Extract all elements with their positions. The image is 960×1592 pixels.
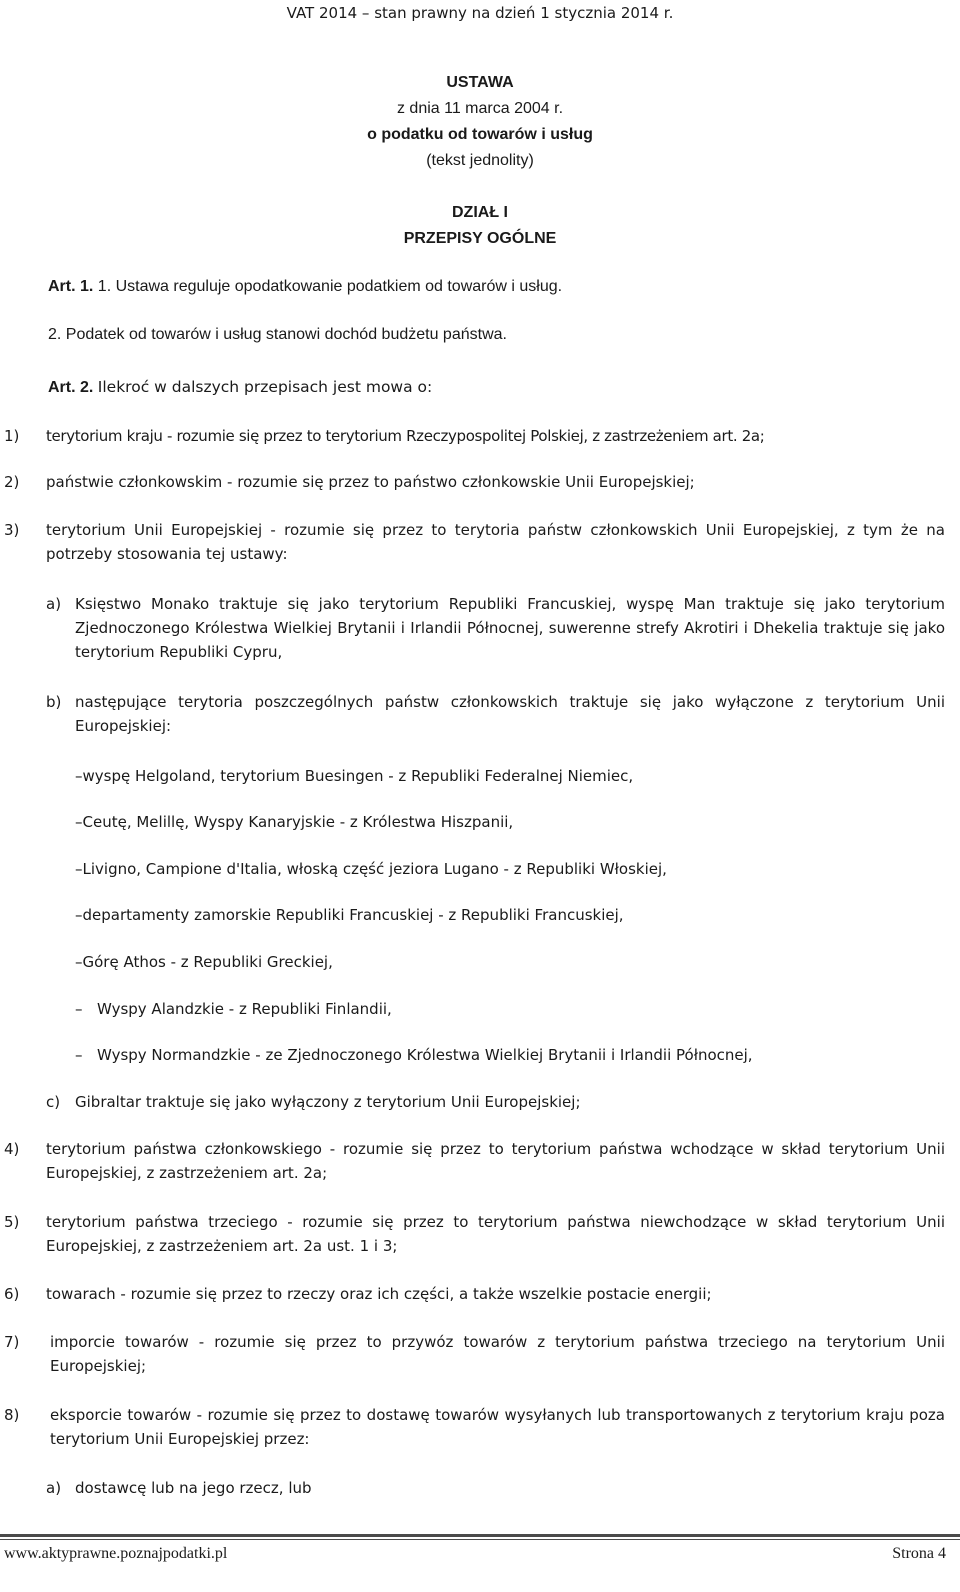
dash-entry: –departamenty zamorskie Republiki Francuskiej - z Republiki Francuskiej,	[75, 906, 624, 924]
item-text: terytorium Unii Europejskiej - rozumie się przez to terytoria państw członkowskich Unii Europejskiej, z tym że na potrzeby stosowania tej ustawy:	[46, 521, 945, 563]
item-number: 2)	[4, 473, 20, 491]
item-text: towarach - rozumie się przez to rzeczy oraz ich części, a także wszelkie postacie energii;	[46, 1285, 712, 1303]
page-number: Strona 4	[892, 1545, 946, 1562]
dash-mark: –	[75, 1046, 83, 1064]
sub-letter: a)	[46, 1479, 62, 1497]
division-number: DZIAŁ I	[452, 204, 508, 221]
item-number: 7)	[4, 1333, 20, 1351]
act-subject: o podatku od towarów i usług	[367, 126, 593, 143]
division-heading	[0, 200, 960, 252]
dash-entry: –Górę Athos - z Republiki Greckiej,	[75, 953, 333, 971]
footer-rule	[0, 1534, 960, 1537]
item-number: 8)	[4, 1406, 20, 1424]
dash-text: Wyspy Normandzkie - ze Zjednoczonego Królestwa Wielkiej Brytanii i Irlandii Północnej,	[97, 1046, 753, 1064]
sub-text: następujące terytoria poszczególnych państw członkowskich traktuje się jako wyłączone z terytorium Unii Europejskiej:	[75, 693, 945, 735]
art2-item-3-sub-b	[0, 690, 945, 738]
footer-website-link[interactable]: www.aktyprawne.poznajpodatki.pl	[4, 1545, 228, 1562]
item-text: państwie członkowskim - rozumie się przez to państwo członkowskie Unii Europejskiej;	[46, 473, 695, 491]
footer-rule-thin	[0, 1539, 960, 1540]
art2-item-4	[0, 1137, 945, 1185]
art2-item-8	[0, 1403, 945, 1451]
sub-text: dostawcę lub na jego rzecz, lub	[75, 1479, 312, 1497]
sub-text: Gibraltar traktuje się jako wyłączony z terytorium Unii Europejskiej;	[75, 1093, 581, 1111]
act-note: (tekst jednolity)	[426, 152, 534, 169]
sub-letter: b)	[46, 693, 62, 711]
item-number: 4)	[4, 1140, 20, 1158]
dash-entry	[75, 1043, 753, 1067]
dash-entry: –wyspę Helgoland, terytorium Buesingen - z Republiki Federalnej Niemiec,	[75, 767, 634, 785]
item-number: 6)	[4, 1285, 20, 1303]
art1-p1-text: 1. Ustawa reguluje opodatkowanie podatkiem od towarów i usług.	[97, 278, 563, 295]
art1-paragraph-1	[48, 278, 562, 296]
running-header: VAT 2014 – stan prawny na dzień 1 stycznia 2014 r.	[286, 4, 674, 22]
item-text: eksporcie towarów - rozumie się przez to dostawę towarów wysyłanych lub transportowanych z terytorium kraju poza terytorium Unii Europejskiej przez:	[50, 1406, 945, 1448]
dash-text: Wyspy Alandzkie - z Republiki Finlandii,	[97, 1000, 392, 1018]
sub-letter: a)	[46, 595, 62, 613]
item-text: terytorium kraju - rozumie się przez to terytorium Rzeczypospolitej Polskiej, z zastrzeżeniem art. 2a;	[46, 427, 765, 445]
art2-item-3-sub-c	[0, 1090, 945, 1114]
division-name: PRZEPISY OGÓLNE	[403, 230, 557, 247]
item-text: terytorium państwa trzeciego - rozumie się przez to terytorium państwa niewchodzące w skład terytorium Unii Europejskiej, z zastrzeżeniem art. 2a ust. 1 i 3;	[46, 1213, 945, 1255]
art2-item-7	[0, 1330, 945, 1378]
art2-item-6	[0, 1282, 945, 1306]
act-type: USTAWA	[446, 74, 514, 91]
dash-entry: –Ceutę, Melillę, Wyspy Kanaryjskie - z Królestwa Hiszpanii,	[75, 813, 514, 831]
art2-item-3	[0, 518, 945, 566]
art1-paragraph-2: 2. Podatek od towarów i usług stanowi dochód budżetu państwa.	[48, 326, 507, 343]
art2-item-5	[0, 1210, 945, 1258]
sub-text: Księstwo Monako traktuje się jako terytorium Republiki Francuskiej, wyspę Man traktuje się jako terytorium Zjednoczonego Królestwa Wielkiej Brytanii i Irlandii Północnej, suwerenne strefy Akrotiri i Dhekelia traktuje się jako terytorium Republiki Cypru,	[75, 595, 945, 661]
item-text: imporcie towarów - rozumie się przez to przywóz towarów z terytorium państwa trzeciego na terytorium Unii Europejskiej;	[50, 1333, 945, 1375]
art2-label: Art. 2.	[48, 379, 94, 396]
art2-intro	[48, 378, 432, 397]
item-text: terytorium państwa członkowskiego - rozumie się przez to terytorium państwa wchodzące w skład terytorium Unii Europejskiej, z zastrzeżeniem art. 2a;	[46, 1140, 945, 1182]
dash-entry	[75, 997, 392, 1021]
act-date: z dnia 11 marca 2004 r.	[396, 100, 564, 117]
item-number: 3)	[4, 521, 20, 539]
art2-intro-text: Ilekroć w dalszych przepisach jest mowa o:	[97, 378, 433, 396]
art2-item-3-sub-a	[0, 592, 945, 664]
art1-label: Art. 1.	[48, 278, 94, 295]
item-number: 5)	[4, 1213, 20, 1231]
dash-entry: –Livigno, Campione d'Italia, włoską część jeziora Lugano - z Republiki Włoskiej,	[75, 860, 667, 878]
sub-letter: c)	[46, 1093, 61, 1111]
art2-item-8-sub-a	[0, 1476, 945, 1500]
dash-mark: –	[75, 1000, 83, 1018]
act-title-block	[0, 70, 960, 174]
item-number: 1)	[4, 427, 20, 445]
